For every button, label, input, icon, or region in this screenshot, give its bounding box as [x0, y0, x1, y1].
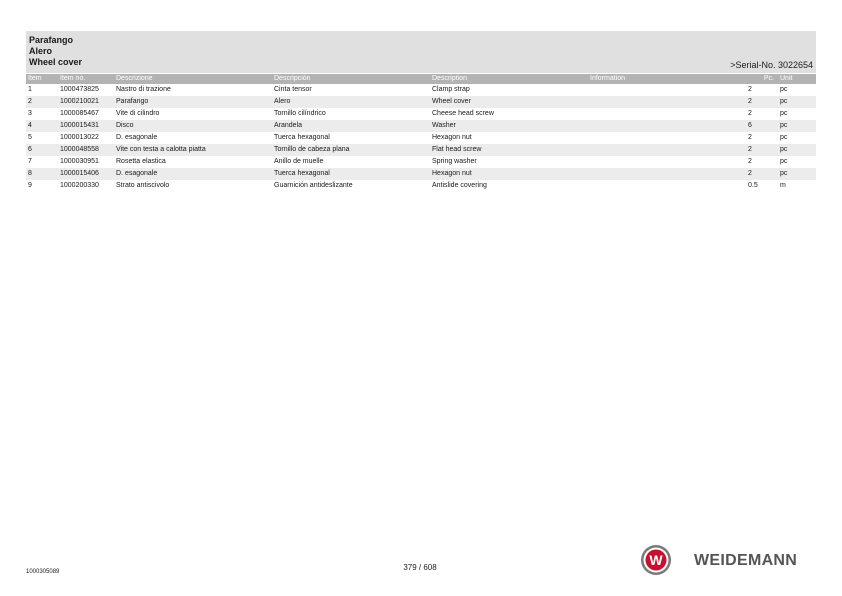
cell-descrizione: Vite con testa a calotta piatta: [114, 144, 272, 156]
cell-item: 6: [26, 144, 58, 156]
cell-item: 3: [28, 110, 32, 117]
parts-table-body: [26, 84, 816, 192]
cell-unit: pc: [780, 86, 788, 93]
column-header-description: Description: [430, 74, 588, 84]
cell-information: [588, 168, 746, 180]
cell-item: 4: [26, 120, 58, 132]
cell-descripcion: Tuerca hexagonal: [272, 168, 430, 180]
cell-descrizione: Nastro di trazione: [116, 86, 171, 93]
cell-descripcion: Tuerca hexagonal: [274, 134, 330, 141]
cell-descripcion: Tornillo de cabeza plana: [272, 144, 430, 156]
column-header-unit: Unit: [778, 74, 816, 84]
cell-description: Clamp strap: [432, 86, 470, 93]
cell-descrizione: Disco: [114, 120, 272, 132]
cell-information: [588, 156, 746, 168]
document-header: [26, 31, 816, 73]
brand-name: WEIDEMANN: [694, 552, 798, 569]
parts-table: [26, 74, 816, 192]
cell-description: Hexagon nut: [432, 134, 472, 141]
table-header-row: [26, 74, 816, 84]
cell-descripcion: Arandela: [272, 120, 430, 132]
cell-item-no: 1000210021: [58, 96, 114, 108]
cell-descrizione: Vite di cilindro: [116, 110, 160, 117]
table-row: [26, 96, 816, 108]
cell-descrizione: Strato antiscivolo: [116, 182, 170, 189]
cell-item: 5: [28, 134, 32, 141]
cell-information: [588, 84, 746, 96]
column-header-information: Information: [588, 74, 746, 84]
cell-information: [588, 180, 746, 192]
cell-information: [588, 144, 746, 156]
cell-pc: 2: [748, 110, 752, 117]
cell-pc: 2: [746, 168, 778, 180]
cell-pc: 2: [746, 96, 778, 108]
cell-item: 7: [28, 158, 32, 165]
cell-description: Antislide covering: [432, 182, 487, 189]
cell-item-no: 1000048558: [58, 144, 114, 156]
cell-item: 8: [26, 168, 58, 180]
cell-pc: 0.5: [748, 182, 758, 189]
cell-pc: 2: [748, 134, 752, 141]
cell-item-no: 1000085467: [60, 110, 99, 117]
cell-item-no: 1000013022: [60, 134, 99, 141]
cell-descripcion: Alero: [272, 96, 430, 108]
cell-unit: pc: [778, 168, 816, 180]
cell-unit: pc: [780, 134, 788, 141]
cell-description: Spring washer: [432, 158, 477, 165]
table-row: [26, 144, 816, 156]
cell-descrizione: Parafango: [114, 96, 272, 108]
cell-descripcion: Anillo de muelle: [274, 158, 324, 165]
cell-item-no: 1000030951: [60, 158, 99, 165]
cell-information: [588, 96, 746, 108]
table-row: [26, 132, 816, 144]
cell-unit: pc: [780, 158, 788, 165]
title-spanish: Alero: [29, 46, 53, 56]
cell-description: Hexagon nut: [430, 168, 588, 180]
column-header-item-no: Item no.: [58, 74, 114, 84]
cell-descrizione: D. esagonale: [114, 168, 272, 180]
cell-unit: m: [780, 182, 786, 189]
table-row: [26, 120, 816, 132]
cell-pc: 2: [746, 144, 778, 156]
title-english: Wheel cover: [29, 57, 83, 67]
title-italian: Parafango: [29, 35, 74, 45]
cell-description: Wheel cover: [430, 96, 588, 108]
cell-pc: 2: [748, 86, 752, 93]
cell-information: [588, 108, 746, 120]
cell-descripcion: Guarnición antideslizante: [274, 182, 353, 189]
cell-item-no: 1000200330: [60, 182, 99, 189]
cell-item: 1: [28, 86, 32, 93]
column-header-item: Item: [26, 74, 58, 84]
page-number: 379 / 608: [403, 563, 437, 572]
serial-number: >Serial-No. 3022654: [730, 60, 813, 70]
column-header-descripcion: Descripción: [272, 74, 430, 84]
cell-unit: pc: [780, 110, 788, 117]
column-header-descrizione: Descrizione: [114, 74, 272, 84]
cell-description: Cheese head screw: [432, 110, 494, 117]
cell-item: 9: [28, 182, 32, 189]
cell-item-no: 1000473825: [60, 86, 99, 93]
cell-information: [588, 120, 746, 132]
cell-item: 2: [26, 96, 58, 108]
table-row: [26, 168, 816, 180]
logo-letter: W: [649, 552, 663, 568]
cell-descrizione: Rosetta elastica: [116, 158, 166, 165]
cell-descripcion: Cinta tensor: [274, 86, 312, 93]
cell-item-no: 1000015431: [58, 120, 114, 132]
cell-unit: pc: [778, 144, 816, 156]
column-header-pc: Pc.: [746, 74, 778, 84]
table-row: [26, 108, 816, 120]
document-id: 1000305089: [26, 569, 60, 575]
table-row: [26, 180, 816, 192]
table-row: [26, 156, 816, 168]
cell-pc: 2: [748, 158, 752, 165]
table-row: [26, 84, 816, 96]
weidemann-logo-icon: [640, 544, 672, 576]
cell-pc: 6: [746, 120, 778, 132]
cell-unit: pc: [778, 96, 816, 108]
cell-description: Flat head screw: [430, 144, 588, 156]
cell-description: Washer: [430, 120, 588, 132]
cell-descrizione: D. esagonale: [116, 134, 158, 141]
cell-information: [588, 132, 746, 144]
cell-item-no: 1000015406: [58, 168, 114, 180]
cell-unit: pc: [778, 120, 816, 132]
cell-descripcion: Tornillo cilíndrico: [274, 110, 326, 117]
